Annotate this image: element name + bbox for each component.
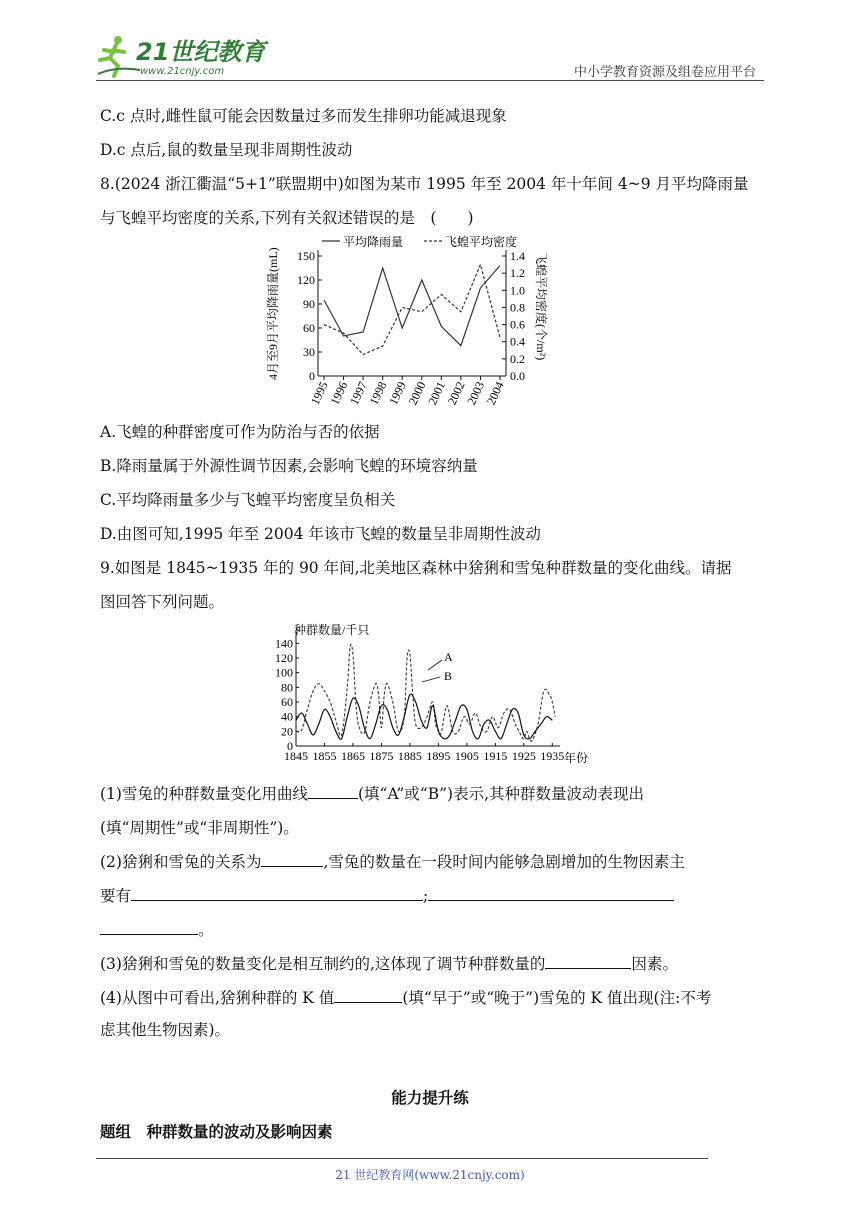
footer-divider xyxy=(96,1158,708,1159)
chart2-y-tick-label: 0 xyxy=(287,739,293,753)
rainfall-locust-chart xyxy=(262,232,548,414)
chart1-x-tick-label: 1996 xyxy=(327,379,351,408)
q8-option-c: C.平均降雨量多少与飞蝗平均密度呈负相关 xyxy=(100,491,396,509)
chart1-left-tick-label: 60 xyxy=(303,321,315,335)
chart1-x-tick-label: 2000 xyxy=(405,379,429,408)
chart2-x-tick-label: 1875 xyxy=(369,749,394,763)
q9-part2-text-d: ; xyxy=(423,887,429,905)
q9-part3-line xyxy=(100,952,678,974)
footer-text: 21 世纪教育网(www.21cnjy.com) xyxy=(335,1168,525,1182)
legend-rainfall: 平均降雨量 xyxy=(343,235,404,249)
chart2-x-tick-label: 1855 xyxy=(312,749,337,763)
q9-part2-line3 xyxy=(100,918,214,940)
answer-blank-7[interactable] xyxy=(545,952,631,969)
chart1-x-tick-label: 1997 xyxy=(346,379,370,408)
chart1-x-tick-label: 1999 xyxy=(386,379,409,408)
chart1-x-tick-label: 1995 xyxy=(307,379,331,408)
answer-blank-5[interactable] xyxy=(428,884,674,901)
chart2-y-tick-label: 80 xyxy=(281,680,293,695)
chart1-left-tick-label: 90 xyxy=(303,297,315,311)
q9-part2-text-b: ,雪兔的数量在一段时间内能够急剧增加的生物因素主 xyxy=(323,853,685,871)
lynx-curve-b xyxy=(296,694,552,739)
answer-blank-6[interactable] xyxy=(100,918,198,935)
q9-part2-line1 xyxy=(100,850,685,872)
chart1-x-tick-label: 2004 xyxy=(483,379,507,408)
logo-text: 21世纪教育 xyxy=(136,38,266,66)
chart1-right-tick-label: 0.0 xyxy=(510,369,525,383)
q9-part2-text-a: (2)猞猁和雪兔的关系为 xyxy=(100,853,262,871)
runner-logo-icon xyxy=(96,30,266,82)
chart2-x-tick-label: 1915 xyxy=(483,749,508,763)
chart2-y-tick-label: 40 xyxy=(281,709,293,724)
option-c-line: C.c 点时,雌性鼠可能会因数量过多而发生排卵功能减退现象 xyxy=(100,107,507,125)
chart1-left-tick-label: 150 xyxy=(297,249,315,263)
chart1-x-tick-label: 1998 xyxy=(366,379,390,408)
chart2-y-tick-label: 60 xyxy=(281,695,293,709)
rainfall-series-line xyxy=(324,266,500,346)
q9-part1-line1 xyxy=(100,782,644,804)
q9-part2-text-c: 要有 xyxy=(100,887,132,905)
chart1-right-tick-label: 1.2 xyxy=(510,266,525,281)
chart2-y-tick-label: 140 xyxy=(275,636,293,651)
q9-part4-line1 xyxy=(100,986,711,1008)
q9-stem-1: 9.如图是 1845~1935 年的 90 年间,北美地区森林中猞猁和雪兔种群数量的变化曲线。请据 xyxy=(100,559,732,577)
q9-part3-text-b: 因素。 xyxy=(631,955,678,973)
chart2-y-tick-label: 100 xyxy=(275,665,293,680)
chart1-legend xyxy=(322,234,517,249)
chart1-left-tick-label: 30 xyxy=(303,345,315,359)
chart1-right-tick-label: 1.0 xyxy=(510,283,525,298)
q8-option-a: A.飞蝗的种群密度可作为防治与否的依据 xyxy=(100,423,380,441)
chart1-x-tick-label: 2001 xyxy=(425,379,449,408)
chart1-right-axis-title: 飞蝗平均密度(个/m²) xyxy=(534,252,548,361)
chart2-x-tick-label: 1895 xyxy=(426,749,451,763)
hare-curve-a xyxy=(296,644,555,741)
chart1-left-tick-label: 0 xyxy=(309,369,315,383)
q9-part4-text-a: (4)从图中可看出,猞猁种群的 K 值 xyxy=(100,989,335,1007)
chart2-x-tick-label: 1925 xyxy=(511,749,536,763)
q9-part1-text-a: (1)雪兔的种群数量变化用曲线 xyxy=(100,785,308,803)
chart1-x-tick-label: 2003 xyxy=(464,379,488,408)
chart1-right-tick-label: 0.4 xyxy=(510,334,525,349)
curve-b-label: B xyxy=(444,669,453,683)
chart2-x-axis-title: 年份 xyxy=(564,751,589,765)
answer-blank-3[interactable] xyxy=(261,850,323,867)
chart2-x-tick-label: 1935 xyxy=(540,749,565,763)
chart1-right-tick-label: 0.2 xyxy=(510,351,525,366)
chart1-right-tick-label: 0.6 xyxy=(510,317,525,332)
chart2-y-tick-label: 20 xyxy=(281,724,293,739)
answer-blank-4[interactable] xyxy=(131,884,423,901)
chart1-left-tick-label: 120 xyxy=(297,273,315,287)
chart2-x-tick-label: 1885 xyxy=(397,749,422,763)
site-logo xyxy=(96,30,266,82)
curve-a-label: A xyxy=(444,650,453,664)
answer-blank-1[interactable] xyxy=(308,782,358,799)
q9-part4-line2: 虑其他生物因素)。 xyxy=(100,1021,231,1039)
q9-part1-line2 xyxy=(100,816,299,838)
legend-locust: 飞蝗平均密度 xyxy=(445,235,518,249)
section-title: 能力提升练 xyxy=(391,1088,469,1107)
q9-part2-text-e: 。 xyxy=(198,921,214,939)
chart2-x-tick-label: 1845 xyxy=(284,749,308,763)
q9-part1-text-c: (填“周期性”或“非周期性”)。 xyxy=(100,819,299,837)
header-divider xyxy=(96,80,764,81)
q9-stem-2: 图回答下列问题。 xyxy=(100,593,225,611)
option-d-line: D.c 点后,鼠的数量呈现非周期性波动 xyxy=(100,141,353,159)
group-title: 题组 种群数量的波动及影响因素 xyxy=(100,1122,333,1141)
answer-blank-8[interactable] xyxy=(334,986,402,1003)
chart2-x-tick-label: 1905 xyxy=(454,749,479,763)
q8-option-b: B.降雨量属于外源性调节因素,会影响飞蝗的环境容纳量 xyxy=(100,457,478,475)
q8-stem-1: 8.(2024 浙江衢温“5+1”联盟期中)如图为某市 1995 年至 2004 年十年间 4~9 月平均降雨量 xyxy=(100,175,749,193)
chart1-x-tick-label: 2002 xyxy=(444,379,468,408)
lynx-hare-chart xyxy=(272,620,602,768)
platform-name: 中小学教育资源及组卷应用平台 xyxy=(573,65,756,80)
q8-stem-2: 与飞蝗平均密度的关系,下列有关叙述错误的是 ( ) xyxy=(100,209,474,227)
chart2-y-axis-title: 种群数量/千只 xyxy=(294,623,370,637)
chart1-left-axis-title: 4月至9月平均降雨量(mL) xyxy=(266,247,280,380)
logo-url: www.21cnjy.com xyxy=(140,66,225,77)
q9-part1-text-b: (填“A”或“B”)表示,其种群数量波动表现出 xyxy=(357,785,644,803)
chart2-y-tick-label: 120 xyxy=(275,651,293,665)
chart2-x-tick-label: 1865 xyxy=(340,749,365,763)
q9-part2-line2 xyxy=(100,884,674,906)
q9-part3-text-a: (3)猞猁和雪兔的数量变化是相互制约的,这体现了调节种群数量的 xyxy=(100,955,546,973)
q8-option-d: D.由图可知,1995 年至 2004 年该市飞蝗的数量呈非周期性波动 xyxy=(100,525,541,543)
chart1-right-tick-label: 0.8 xyxy=(510,300,525,315)
q9-part4-text-b: (填“早于”或“晚于”)雪兔的 K 值出现(注:不考 xyxy=(402,989,712,1007)
chart1-right-tick-label: 1.4 xyxy=(510,249,525,263)
